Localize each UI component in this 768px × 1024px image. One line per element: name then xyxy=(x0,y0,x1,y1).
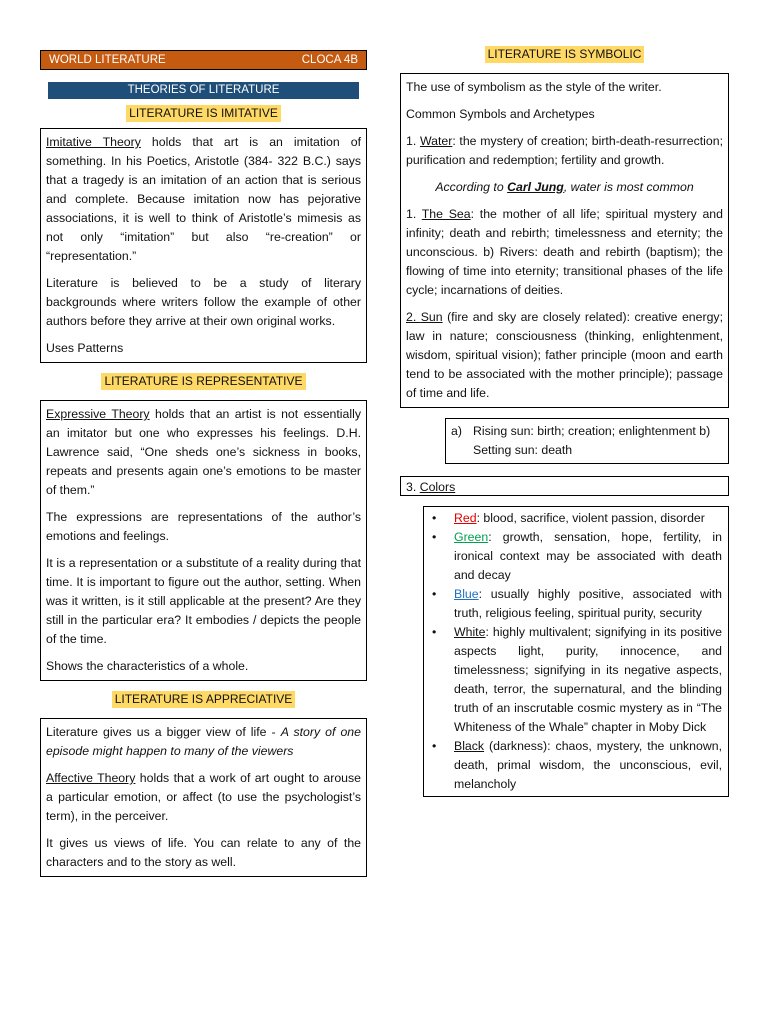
water-paragraph: 1. Water: the mystery of creation; birth-death-resurrection; purification and redemption; fertility and growth. xyxy=(406,134,723,167)
color-name-red: Red xyxy=(454,511,477,525)
right-column xyxy=(400,46,729,797)
imitative-box xyxy=(40,128,367,363)
theories-banner: THEORIES OF LITERATURE xyxy=(48,82,359,99)
symbolic-intro: The use of symbolism as the style of the writer. xyxy=(406,80,662,94)
course-header-bar xyxy=(40,50,367,70)
color-item-white: • White: highly multivalent; signifying in its positive aspects light, purity, innocence, and timelessness; signifying in its negative aspects, death, terror, the supernatural, and the blinding truth of an inscrutable cosmic mystery as in “The Whiteness of the Whale” chapter in Moby Dick xyxy=(428,623,722,737)
representative-paragraph-2: The expressions are representations of the author’s emotions and feelings. xyxy=(46,510,361,543)
color-name-blue: Blue xyxy=(454,587,479,601)
color-item-black: • Black (darkness): chaos, mystery, the unknown, death, primal wisdom, the unconscious, evil, melancholy xyxy=(428,737,722,794)
symbolic-label-wrap xyxy=(400,46,729,63)
sun-sub-label: a) xyxy=(451,424,462,438)
representative-label: LITERATURE IS REPRESENTATIVE xyxy=(101,373,305,390)
appreciative-label-wrap xyxy=(40,691,367,708)
bullet-icon: • xyxy=(432,587,437,601)
appreciative-label: LITERATURE IS APPRECIATIVE xyxy=(112,691,296,708)
jung-note: According to Carl Jung, water is most common xyxy=(435,180,694,194)
colors-list xyxy=(423,506,729,797)
representative-box xyxy=(40,400,367,681)
sea-term: The Sea xyxy=(421,207,471,221)
representative-paragraph-4: Shows the characteristics of a whole. xyxy=(46,659,249,673)
bullet-icon: • xyxy=(432,625,437,639)
symbolic-subhead: Common Symbols and Archetypes xyxy=(406,107,595,121)
color-name-green: Green xyxy=(454,530,489,544)
bullet-icon: • xyxy=(432,511,437,525)
imitative-label-wrap xyxy=(40,105,367,122)
sea-paragraph: 1. The Sea: the mother of all life; spiritual mystery and infinity; death and rebirth; timelessness and eternity; the unconscious. b) Rivers: death and rebirth (baptism); the flowing of time into eternity; transitional phases of the life cycle; incarnations of deities. xyxy=(406,207,723,297)
imitative-label: LITERATURE IS IMITATIVE xyxy=(126,105,281,122)
course-title: WORLD LITERATURE xyxy=(49,54,166,66)
color-name-white: White xyxy=(454,625,486,639)
imitative-paragraph-3: Uses Patterns xyxy=(46,341,124,355)
colors-term: Colors xyxy=(419,480,456,494)
colors-heading-box: 3. Colors xyxy=(400,476,729,496)
sun-sub-text: Rising sun: birth; creation; enlightenment b) Setting sun: death xyxy=(473,424,711,457)
expressive-term: Expressive Theory xyxy=(46,407,150,421)
appreciative-paragraph-1: Literature gives us a bigger view of life - A story of one episode might happen to many of the viewers xyxy=(46,725,361,758)
water-term: Water xyxy=(419,134,453,148)
color-item-red: • Red: blood, sacrifice, violent passion, disorder xyxy=(428,509,722,528)
color-name-black: Black xyxy=(454,739,485,753)
jung-name: Carl Jung xyxy=(507,180,564,194)
affective-term: Affective Theory xyxy=(46,771,136,785)
sun-sub-box xyxy=(445,418,729,464)
appreciative-box xyxy=(40,718,367,877)
color-item-green: • Green: growth, sensation, hope, fertility, in ironical context may be associated with death and decay xyxy=(428,528,722,585)
sun-term: Sun xyxy=(420,310,443,324)
appreciative-paragraph-3: It gives us views of life. You can relate to any of the characters and to the story as well. xyxy=(46,836,361,869)
sun-paragraph: 2. Sun (fire and sky are closely related): creative energy; law in nature; consciousness (thinking, enlightenment, wisdom, spiritual vision); father principle (moon and earth tend to be associated with the mother principle); passage of time and life. xyxy=(406,310,723,400)
representative-paragraph-3: It is a representation or a substitute of a reality during that time. It is important to figure out the author, setting. When was it written, is it still applicable at the present? Are they still in the particular era? It embodies / depicts the people of the time. xyxy=(46,556,361,646)
symbolic-box xyxy=(400,73,729,408)
color-item-blue: • Blue: usually highly positive, associated with truth, religious feeling, spiritual purity, security xyxy=(428,585,722,623)
left-column xyxy=(40,50,367,877)
representative-paragraph-1: Expressive Theory holds that an artist is not essentially an imitator but one who expresses his feelings. D.H. Lawrence said, “One sheds one’s sickness in books, repeats and presents again one’s emotions to be master of them.” xyxy=(46,407,361,497)
imitative-paragraph-2: Literature is believed to be a study of literary backgrounds where writers follow the example of other authors before they arrive at their own original works. xyxy=(46,276,361,328)
course-code: CLOCA 4B xyxy=(301,54,358,66)
bullet-icon: • xyxy=(432,530,437,544)
bullet-icon: • xyxy=(432,739,437,753)
symbolic-label: LITERATURE IS SYMBOLIC xyxy=(485,46,645,63)
appreciative-paragraph-2: Affective Theory holds that a work of art ought to arouse a particular emotion, or affect (to use the psychologist’s term), in the perceiver. xyxy=(46,771,361,823)
imitative-term: Imitative Theory xyxy=(46,135,141,149)
imitative-paragraph-1: Imitative Theory holds that art is an imitation of something. In his Poetics, Aristotle (384- 322 B.C.) says that a tragedy is an imitation of an action that is serious and complete. Because imitation now has pejorative associations, it is well to think of Aristotle’s mimesis as not only “imitation” but also “re-creation” or “representation.” xyxy=(46,135,361,263)
representative-label-wrap xyxy=(40,373,367,390)
